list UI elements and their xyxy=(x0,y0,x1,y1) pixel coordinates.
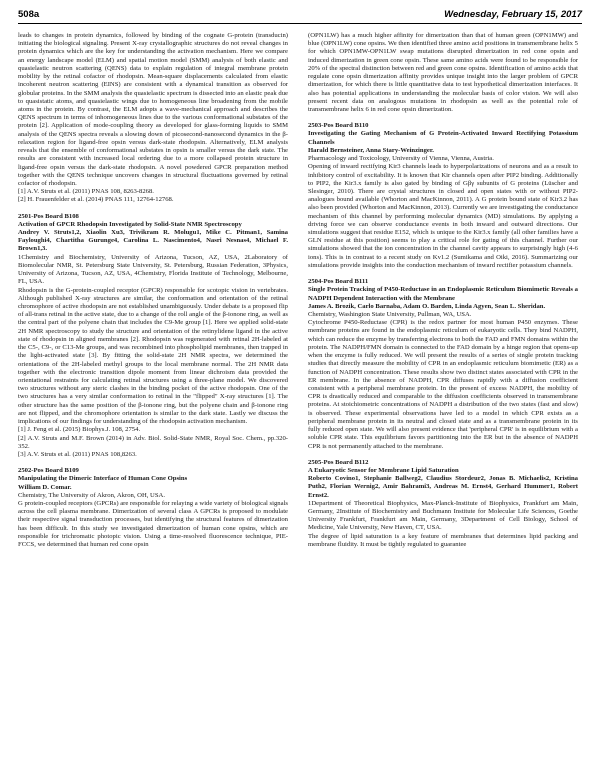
abstract-affiliations: Chemistry, Washington State University, Pullman, WA, USA. xyxy=(308,311,472,318)
abstract-body: Cytochrome P450-Reductase (CPR) is the redox partner for most human P450 enzymes. These membrane proteins are found in the endoplasmic reticulum of eukaryotic cells. They bind NADPH, which can reduce the enzyme by transferring electrons to both the FAD and FMN domains within the protein. The NADPH/FMN domain is connected to the FAD domain by a hinge region that opens-up when the enzyme is fully reduced. We will present the results of a series of single protein tracking studies that directly measure the mobility of CPR in an endoplasmic reticulum biomimetic (ER) as a function of NADPH concentration. These results show two distinct states associated with CPR in the ER membrane. In the absence of NADPH, CPR diffuses rapidly with a diffusion coefficient consistent with a peripheral membrane protein. In the present of excess NADPH, the mobility of CPR is drastically reduced and comparable to the diffusion coefficients observed in transmembrane proteins. At stoichiometric concentrations of NADPH a distribution of the two states (fast and slow) is observed. These experimental observations have led to a model in which CPR exists as a peripheral membrane protein in its neutral and closed state and as a transmembrane protein in its fully reduced open state. We will also present evidence that 'peripheral CPR' is in equilibrium with a soluble CPR state. This equilibrium favors partitioning into the ER but in the absence of NADPH CPR is not permanently attached to the membrane. xyxy=(308,319,578,450)
reference: [3] A.V. Struts et al. (2011) PNAS 108,8263. xyxy=(18,450,137,458)
reference: [1] J. Feng et al. (2015) Biophys.J. 108, 2754. xyxy=(18,426,141,434)
abstract-title: A Eukaryotic Sensor for Membrane Lipid Saturation xyxy=(308,466,459,474)
abstract-authors: Roberto Covino1, Stephanie Ballweg2, Claudius Stordeur2, Jonas B. Michaelis2, Kristina Puth2, Florian Wernig2, Amir Bahrami3, Andreas M. Ernst4, Gerhard Hummer1, Robert Ernst2. xyxy=(308,475,578,499)
abstract-2504 xyxy=(308,278,578,451)
abstract-affiliations: Pharmacology and Toxicology, University of Vienna, Vienna, Austria. xyxy=(308,155,494,163)
abstract-board-heading: 2501-Pos Board B108 xyxy=(18,212,79,220)
issue-date: Wednesday, February 15, 2017 xyxy=(444,9,582,20)
abstract-title: Manipulating the Dimeric Interface of Human Cone Opsins xyxy=(18,475,188,483)
abstract-body: Rhodopsin is the G-protein-coupled receptor (GPCR) responsible for scotopic vision in vertebrates. Although published X-ray structures are similar, the conformation and orientation of the retinal chromophore of active rhodopsin are not established unambiguously. Under debate is a proposed flip of all-trans retinal in the active state, due to a change of the roll angle of the β-ionone ring, as well as the central part of the polyene chain that includes the C9-Me group [1]. Here we applied solid-state 2H NMR spectroscopy to study the structure and orientation of the retinylidene ligand in the active state of rhodopsin in aligned membranes [2]. Rhodopsin was regenerated with retinal 2H-labeled at the C5-, C9-, or C13-Me groups, and was recombined into phospholipid membranes, then trapped in the light-activated state [3]. By fitting the solid-state 2H NMR spectra, we determined the orientations of the 2H-labeled methyl groups to the local membrane normal. The 2H NMR data together with the electronic transition dipole moment from linear dichroism data provided the orientational restraints for calculating retinal structures using a three-plane model. We discovered two structures without any steric clashes in the binding pocket of the active rhodopsin. One of the two structures has a very similar conformation to retinal in the "flipped" X-ray structures [1]. The other structure has the same position of the β-ionone ring, but the polyene chain and β-ionone ring are not flipped, and the chromophore orientation is similar to the dark state. Lastly we discuss the implications of our findings for understanding of the rhodopsin activation mechanism. xyxy=(18,286,288,426)
abstract-authors: Harald Bernsteiner, Anna Stary-Weinzinger. xyxy=(308,146,434,154)
abstract-body: G protein-coupled receptors (GPCRs) are responsible for relaying a wide variety of biological signals across the cell plasma membrane. Dimerization of several class A GPCRs is proposed to modulate their respective signal transduction processes, but identifying the structural features of dimerization has been difficult. In this study we investigated dimerization of human cone opsins, which are responsible for trichromatic photopic vision. Using a time-resolved fluorescence technique, PIE-FCCS, we determined that human red cone opsin xyxy=(18,500,288,549)
continued-abstract-text: (OPN1LW) has a much higher affinity for dimerization than that of human green (OPN1MW) and blue (OPN1LW) cone opsins. We then identified three amino acid positions in transmembrane helix 5 for which OPN1MW-OPN1LW swap mutations disrupted dimerization in red cone opsin and induced dimerization in green cone opsin. These same amino acids were found to be responsible for 20% of the spectral distinction between red and green cone opsins. Identification of amino acids that regulate cone opsin dimerization affinity provides unique insight into the larger problem of GPCR dimerization, for which there is little quantitative data to test hypothetical dimerization interfaces. It also has potential applications in understanding the molecular basis of color vision. We will also present recent data on analogous mutations in rhodopsin as well as the potential role of transmembrane helix 6 in red cone opsin dimerization. xyxy=(308,32,578,113)
abstract-2502 xyxy=(18,467,288,549)
reference: [2] H. Frauenfelder et al. (2014) PNAS 111, 12764-12768. xyxy=(18,196,174,204)
left-column xyxy=(18,32,288,772)
abstract-title: Investigating the Gating Mechanism of G Protein-Activated Inward Rectifying Potassium Channels xyxy=(308,130,578,146)
abstract-body: Opening of inward rectifying Kir3 channels leads to hyperpolarizations of neurons and as a result to inhibitory control of excitability. It is known that Kir channels open after PIP2 binding. Additionally to PIP2, the Kir3.x family is also gated by binding of Gβγ subunits of G proteins (Lüscher and Slesinger, 2010). There are crystal structures in closed and open states with or without PIP2-analogues bound available (Whorton and MacKinnon, 2011). A G protein bound state of Kir3.2 has also been provided (Whorton and MacKinnon, 2013). Currently we are investigating the conductance mechanism of this channel by performing molecular dynamics (MD) simulations. By applying a driving force we can observe conductance events in both inward and outward directions. Our simulations suggest that residue E152, which is unique to the Kir3.x family (all other families have a GLN residue at this position) seems to play a critical role for gating of this channel. Further our simulations showed that the ion concentration in the channel cavity appears to surprisingly high (4-6 ions). This is in contrast to a recent study on Kv1.2 (Sumikama and Oiki, 2016). Summarizing our simulations provide insights into the conduction mechanism of inward rectifier potassium channels. xyxy=(308,163,578,269)
header-rule xyxy=(18,23,582,24)
abstract-authors: William D. Comar. xyxy=(18,483,72,491)
continued-abstract-text: leads to changes in protein dynamics, followed by binding of the cognate G-protein (transducin) initiating the biological signaling. Present X-ray crystallographic structures do not reveal changes in protein dynamics which are the key for understanding the activation mechanism. Here we compare an energy landscape model (ELM) and spatial motion model (SMM) analysis of both elastic and quasielastic neutron scattering (QENS) data to explain regulation of integral membrane protein mobility by the retinal cofactor of rhodopsin. Mean-square displacements calculated from elastic incoherent neutron scattering (EINS) are consistent with a dynamical transition as observed for globular proteins. In the SMM analysis the quasielastic spectrum is dissected into an elastic peak due to quasistatic atoms, and quasielastic wings due to homogeneous line broadening from the mobile atoms in the protein. By contrast, the ELM adopts a wave-mechanical approach and describes the QENS spectrum in terms of inhomogeneous lines due to the various conformational substates of the protein [2]. Application of mode-coupling theory as developed for glass-forming liquids to SMM analysis of the QENS spectra reveals a slowing down of picosecond-nanosecond dynamics in the β-relaxation region for ligand-free opsin versus dark-state rhodopsin. Alternatively, ELM analysis reveals that the ensemble of conformational substates in opsin is smaller versus the dark state. The results are consistent with increased local ordering due to a more collapsed protein structure in ligand-free opsin versus the dark-state rhodopsin. A novel powdered GPCR preparation method together with the QENS technique uncovers changes in structural fluctuations governed by retinal cofactor of rhodopsin. xyxy=(18,32,288,187)
abstract-2501 xyxy=(18,213,288,460)
abstract-board-heading: 2502-Pos Board B109 xyxy=(18,467,79,475)
right-column xyxy=(308,32,578,772)
abstract-body: The degree of lipid saturation is a key feature of membranes that determines lipid packing and membrane fluidity. It must be tightly regulated to guarantee xyxy=(308,532,578,548)
abstract-2503 xyxy=(308,122,578,270)
page-number: 508a xyxy=(18,9,40,20)
abstract-2505 xyxy=(308,459,578,549)
abstract-authors: James A. Brozik, Carlo Barnaba, Adam O. Barden, Linda Agyen, Sean L. Sheridan. xyxy=(308,302,546,310)
abstract-title: Single Protein Tracking of P450-Reductase in an Endoplasmic Reticulum Biomimetic Reveals a NADPH Dependent Interaction with the Membrane xyxy=(308,286,578,302)
reference: [1] A.V. Struts et al. (2011) PNAS 108, 8263-8268. xyxy=(18,188,154,196)
abstract-board-heading: 2503-Pos Board B110 xyxy=(308,122,369,130)
abstract-affiliations: Chemistry, The University of Akron, Akron, OH, USA. xyxy=(18,491,166,499)
abstract-affiliations: 1Chemistry and Biochemistry, University of Arizona, Tucson, AZ, USA, 2Laboratory of Biomolecular NMR, St. Petersburg State University, St. Petersburg, Russian Federation, 3Physics, University of Arizona, Tucson, AZ, USA, 4Chemistry, Florida Institute of Technology, Melbourne, FL, USA. xyxy=(18,253,288,286)
abstract-board-heading: 2505-Pos Board B112 xyxy=(308,458,369,466)
reference: [2] A.V. Struts and M.F. Brown (2014) in Adv. Biol. Solid-State NMR, Royal Soc. Chem., pp.320-352. xyxy=(18,434,288,450)
abstract-authors: Andrey V. Struts1,2, Xiaolin Xu3, Trivikram R. Molugu1, Mike C. Pitman1, Samina Fayloughi4, Chartitha Gurunge4, Carolina L. Nascimento4, Nasri Nesnas4, Michael F. Brown1,3. xyxy=(18,229,288,253)
abstract-title: Activation of GPCR Rhodopsin Investigated by Solid-State NMR Spectroscopy xyxy=(18,220,242,228)
abstract-board-heading: 2504-Pos Board B111 xyxy=(308,278,369,286)
abstract-affiliations: 1Department of Theoretical Biophysics, Max-Planck-Institute of Biophysics, Frankfurt am Main, Germany, 2Institute of Biochemistry and Buchmann Institute for Molecular Life Sciences, Goethe University Frankfurt, Frankfurt am Main, Germany, 3Department of Cell Biology, School of Medicine, Yale University, New Haven, CT, USA. xyxy=(308,499,578,532)
